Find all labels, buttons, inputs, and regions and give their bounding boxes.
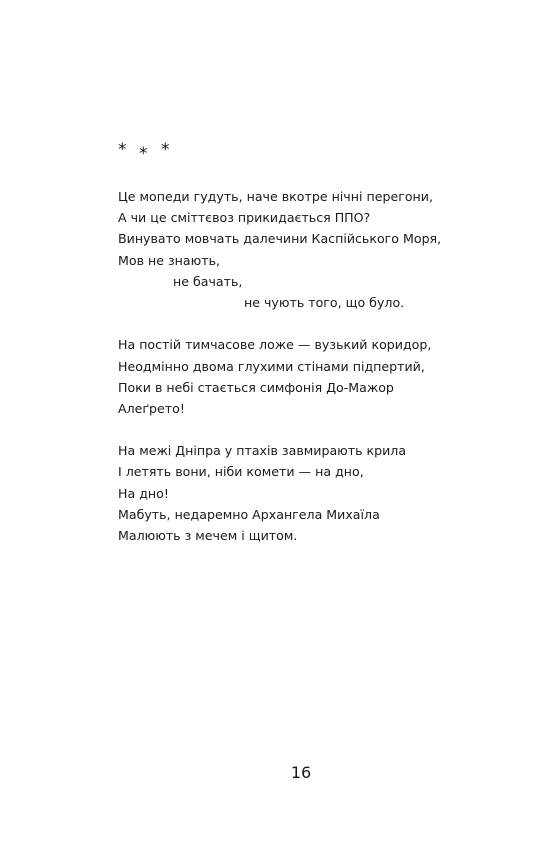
poem-line: На дно!: [118, 485, 169, 501]
poem-line: Поки в небі стається симфонія До-Мажор: [118, 379, 394, 395]
poem-line: Мабуть, недаремно Архангела Михаїла: [118, 506, 380, 522]
stanza-1: [118, 186, 518, 313]
poem-line: А чи це сміттєвоз прикидається ППО?: [118, 210, 371, 226]
poem-line: Мов не знають,: [118, 252, 220, 268]
page-number-text: 16: [290, 763, 312, 782]
poem-line: Малюють з мечем і щитом.: [118, 528, 298, 543]
poem-line: Це мопеди гудуть, наче вкотре нічні перегони,: [118, 189, 433, 204]
stanza-gap: [118, 419, 518, 440]
poem-line-indented: не чують того, що було.: [244, 294, 405, 310]
poem-line: І летять вони, ніби комети — на дно,: [118, 464, 364, 480]
poem-line: Неодмінно двома глухими стінами підпертий,: [118, 358, 425, 374]
poem-line-indented: не бачать,: [173, 273, 243, 289]
stanza-gap: [118, 313, 518, 334]
asterisk: *: [118, 140, 127, 160]
asterisk: *: [161, 140, 170, 160]
poem-body: [118, 186, 518, 546]
asterisk: *: [139, 144, 148, 164]
poem-line: На межі Дніпра у птахів завмирають крила: [118, 443, 407, 459]
page-number: [0, 763, 554, 782]
poem-line: Винувато мовчать далечини Каспійського Моря,: [118, 231, 442, 247]
poem-line: На постій тимчасове ложе — вузький коридор,: [118, 337, 432, 353]
poem-line: Алеґрето!: [118, 400, 185, 416]
stanza-3: [118, 440, 518, 546]
stanza-2: [118, 334, 518, 419]
